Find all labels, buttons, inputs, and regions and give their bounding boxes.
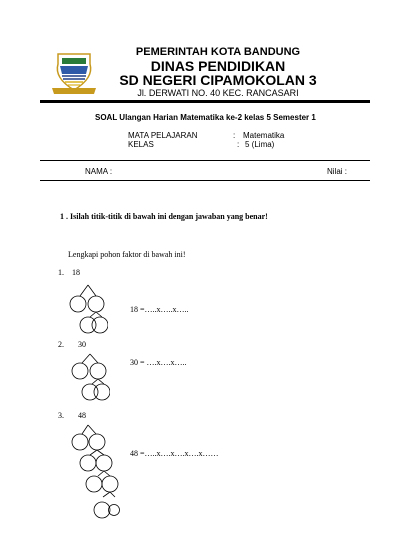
question-number: 3. xyxy=(58,411,64,420)
subject-value: Matematika xyxy=(243,131,285,140)
school-address: Jl. DERWATI NO. 40 KEC. RANCASARI xyxy=(137,88,299,98)
question-number: 2. xyxy=(58,340,64,349)
header-divider xyxy=(40,100,370,103)
question-value: 30 xyxy=(78,340,86,349)
name-row-top-rule xyxy=(40,160,370,161)
question-value: 18 xyxy=(72,268,80,277)
name-row-bottom-rule xyxy=(40,180,370,181)
exam-title: SOAL Ulangan Harian Matematika ke-2 kelas 5 Semester 1 xyxy=(95,113,316,122)
city-emblem-logo xyxy=(50,50,98,98)
answer-blank[interactable]: 30 = ….x….x….. xyxy=(130,358,187,367)
section-heading: 1 . Isilah titik-titik di bawah ini dengan jawaban yang benar! xyxy=(60,212,268,221)
section-instruction: Lengkapi pohon faktor di bawah ini! xyxy=(68,250,186,259)
student-name-label: NAMA : xyxy=(85,167,113,176)
government-heading: PEMERINTAH KOTA BANDUNG xyxy=(135,46,301,58)
class-separator: : xyxy=(237,140,240,149)
class-label: KELAS xyxy=(128,140,154,149)
factor-tree-diagram xyxy=(70,352,110,414)
answer-blank[interactable]: 18 =…..x…..x….. xyxy=(130,305,189,314)
subject-label: MATA PELAJARAN xyxy=(128,131,198,140)
question-value: 48 xyxy=(78,411,86,420)
factor-tree-diagram xyxy=(68,283,108,345)
school-name-heading: SD NEGERI CIPAMOKOLAN 3 xyxy=(119,72,317,88)
class-value: 5 (Lima) xyxy=(245,140,275,149)
factor-tree-diagram xyxy=(70,423,120,523)
subject-separator: : xyxy=(233,131,236,140)
answer-blank[interactable]: 48 =…..x….x….x….x…… xyxy=(130,449,219,458)
agency-heading: DINAS PENDIDIKAN xyxy=(150,58,286,74)
score-label: Nilai : xyxy=(327,167,348,176)
question-number: 1. xyxy=(58,268,64,277)
